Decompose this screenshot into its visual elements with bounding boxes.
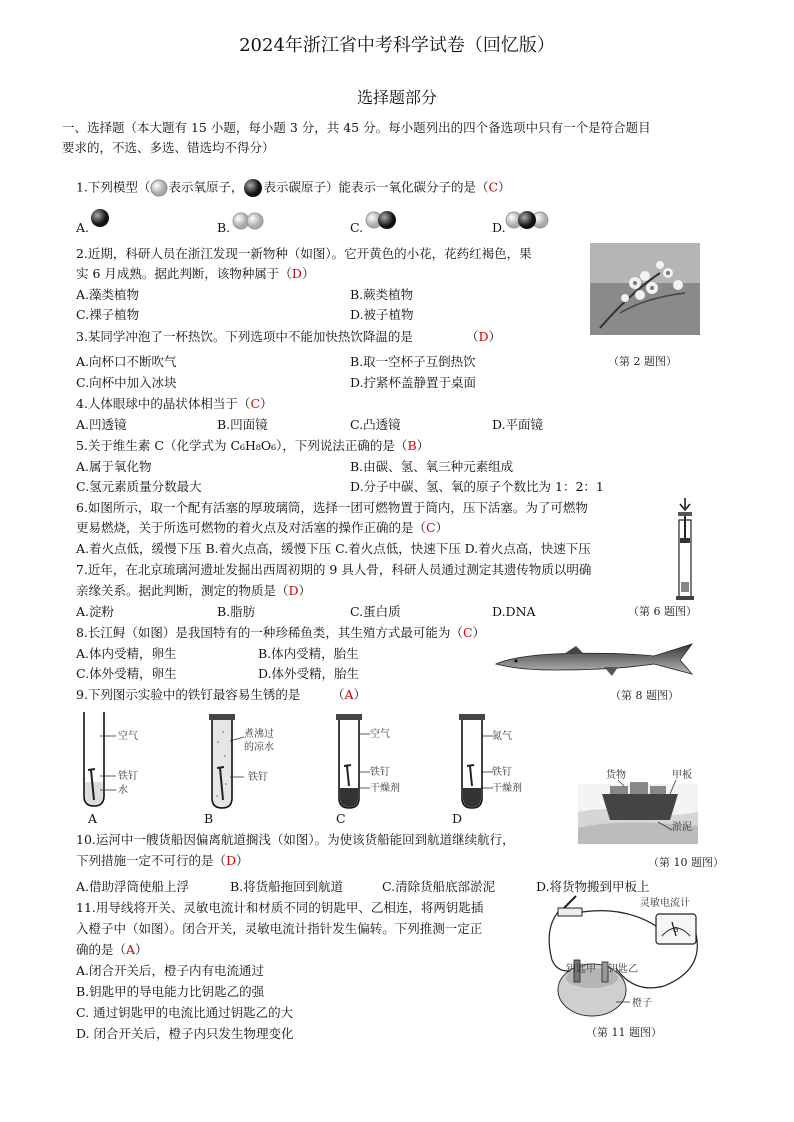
q8-option-c: C.体外受精，卵生 — [76, 666, 177, 681]
q4-option-b: B.凹面镜 — [217, 417, 268, 432]
q6-line-1: 6.如图所示，取一个配有活塞的厚玻璃筒，选择一团可燃物置于筒内，压下活塞。为了可燃物 — [76, 500, 588, 515]
q5-option-d: D.分子中碳、氢、氧的原子个数比为 1：2：1 — [350, 479, 604, 494]
q3-option-b: B.取一空杯子互倒热饮 — [350, 354, 476, 369]
q10-close: ） — [236, 853, 249, 868]
q8-text: 8.长江鲟（如图）是我国特有的一种珍稀鱼类，其生殖方式最可能为（ — [76, 625, 463, 640]
tube-b-label-nail: 铁钉 — [248, 772, 268, 783]
model-b-icon — [231, 210, 271, 234]
q3-line-1 — [76, 329, 413, 345]
q10-option-b: B.将货船拖回到航道 — [230, 879, 344, 894]
q2-answer: D — [291, 266, 302, 281]
q5-answer: B — [407, 438, 417, 453]
carbon-atom-icon — [243, 178, 263, 198]
tube-d-label: D — [452, 811, 463, 826]
q2-option-d: D.被子植物 — [350, 307, 414, 322]
tube-c-label: C — [336, 811, 346, 826]
tube-a-leaders — [100, 730, 120, 792]
q8-option-b: B.体内受精，胎生 — [258, 646, 359, 661]
tube-a-label-air: 空气 — [118, 731, 138, 742]
q4-option-c: C.凸透镜 — [350, 417, 401, 432]
q2-line-2 — [76, 266, 314, 282]
q10-line-2 — [76, 853, 249, 869]
q10-label-mud: 淤泥 — [672, 822, 692, 833]
q3-text: 3.某同学冲泡了一杯热饮。下列选项中不能加快热饮降温的是 — [76, 329, 413, 344]
q11-label-key-b: 钥匙乙 — [608, 964, 638, 975]
q5-text: 5.关于维生素 C（化学式为 C₆H₈O₆），下列说法正确的是（ — [76, 438, 408, 453]
instruction-line-2: 要求的，不选、多选、错选均不得分） — [62, 140, 275, 155]
q10-option-d: D.将货物搬到甲板上 — [536, 879, 650, 894]
q9-open: （ — [332, 687, 345, 702]
q1-text-1: 1.下列模型（ — [76, 179, 151, 195]
flower-photo — [590, 243, 700, 335]
q3-option-d: D.拧紧杯盖静置于桌面 — [350, 375, 477, 390]
q1-option-b: B. — [217, 220, 231, 235]
q10-caption: （第 10 题图） — [648, 856, 724, 869]
q10-label-cargo: 货物 — [606, 770, 626, 781]
q3-close: ） — [488, 329, 502, 344]
svg-text:G: G — [673, 926, 679, 934]
tube-b-label: B — [204, 811, 214, 826]
q10-option-a: A.借助浮筒使船上浮 — [76, 879, 190, 894]
q6-text-2: 更易燃烧，关于所选可燃物的着火点及对活塞的操作正确的是（ — [76, 520, 427, 535]
model-a-icon — [90, 206, 114, 230]
q1-text-2: 表示氧原子， — [168, 179, 244, 195]
oxygen-atom-icon — [150, 179, 168, 197]
q1-close: ） — [498, 179, 511, 195]
q2-close: ） — [301, 266, 315, 281]
q7-option-a: A.淀粉 — [76, 604, 115, 619]
q8-close: ） — [472, 625, 486, 640]
q11-line-1: 11.用导线将开关、灵敏电流计和材质不同的钥匙甲、乙相连，将两钥匙插 — [76, 900, 484, 915]
q3-open: （ — [466, 329, 479, 344]
q3-option-a: A.向杯口不断吹气 — [76, 354, 177, 369]
q3-answer-group — [466, 329, 501, 345]
q4-close: ） — [260, 396, 273, 411]
q11-answer: A — [126, 942, 136, 957]
q6-close: ） — [435, 520, 449, 535]
q4-option-a: A.凹透镜 — [76, 417, 127, 432]
q2-caption: （第 2 题图） — [608, 355, 677, 368]
tube-a-label-nail: 铁钉 — [118, 771, 138, 782]
q10-text-2: 下列措施一定不可行的是（ — [76, 853, 227, 868]
tube-a-label: A — [88, 811, 98, 826]
q10-option-c: C.清除货船底部淤泥 — [382, 879, 496, 894]
q5-option-c: C.氢元素质量分数最大 — [76, 479, 202, 494]
q6-caption: （第 6 题图） — [628, 605, 697, 618]
q9-close: ） — [353, 687, 367, 702]
q8-caption: （第 8 题图） — [610, 689, 679, 702]
q6-line-2 — [76, 520, 448, 536]
model-d-icon — [504, 208, 554, 232]
q4-answer: C — [250, 396, 261, 411]
q11-option-d: D. 闭合开关后，橙子内只发生物理变化 — [76, 1026, 294, 1041]
tube-c-label-air: 空气 — [370, 729, 390, 740]
q3-option-c: C.向杯中加入冰块 — [76, 375, 177, 390]
tube-d-label-nitrogen: 氮气 — [492, 731, 512, 742]
model-c-icon — [364, 208, 404, 232]
q2-line-1: 2.近期，科研人员在浙江发现一新物种（如图）。它开黄色的小花，花药红褐色，果 — [76, 246, 532, 261]
q2-option-c: C.裸子植物 — [76, 307, 140, 322]
q5-close: ） — [416, 438, 430, 453]
q3-answer: D — [478, 329, 489, 344]
q11-line-3 — [76, 942, 148, 958]
q7-line-1: 7.近年，在北京琉璃河遗址发掘出西周初期的 9 具人骨，科研人员通过测定其遗传物质以明确 — [76, 562, 592, 577]
tube-c-label-desiccant: 干燥剂 — [370, 783, 400, 794]
q1-stem — [76, 178, 511, 198]
q7-option-c: C.蛋白质 — [350, 604, 401, 619]
section-title: 选择题部分 — [356, 88, 437, 107]
sturgeon-figure — [494, 640, 694, 678]
q1-option-a: A. — [76, 220, 90, 235]
q8-answer: C — [462, 625, 473, 640]
q4-option-d: D.平面镜 — [492, 417, 544, 432]
q11-option-a: A.闭合开关后，橙子内有电流通过 — [76, 963, 265, 978]
instruction-line-1: 一、选择题（本大题有 15 小题，每小题 3 分，共 45 分。每小题列出的四个备选项中只有一个是符合题目 — [62, 120, 651, 135]
q10-label-deck: 甲板 — [672, 770, 692, 781]
q9-line-1 — [76, 687, 300, 703]
tube-b-label-water-1: 煮沸过 — [244, 729, 274, 740]
q11-caption: （第 11 题图） — [586, 1026, 662, 1039]
q7-text-2: 亲缘关系。据此判断，测定的物质是（ — [76, 583, 289, 598]
q11-option-c: C. 通过钥匙甲的电流比通过钥匙乙的大 — [76, 1005, 294, 1020]
q11-label-galvanometer: 灵敏电流计 — [640, 898, 690, 909]
q5-line-1 — [76, 438, 429, 454]
q11-line-2: 入橙子中（如图）。闭合开关，灵敏电流计指针发生偏转。下列推测一定正 — [76, 921, 483, 936]
tube-b-label-water-2: 的凉水 — [244, 742, 274, 753]
tube-a-label-water: 水 — [118, 785, 128, 796]
tube-c-label-nail: 铁钉 — [370, 767, 390, 778]
q6-options: A.着火点低，缓慢下压 B.着火点高，缓慢下压 C.着火点低，快速下压 D.着火点高，快速下压 — [76, 541, 591, 556]
q2-option-a: A.藻类植物 — [76, 287, 140, 302]
q7-answer: D — [288, 583, 299, 598]
q7-close: ） — [298, 583, 312, 598]
q5-option-b: B.由碳、氢、氧三种元素组成 — [350, 459, 514, 474]
q10-answer: D — [226, 853, 237, 868]
q7-line-2 — [76, 583, 311, 599]
q10-line-1: 10.运河中一艘货船因偏离航道搁浅（如图）。为使该货船能回到航道继续航行， — [76, 832, 515, 847]
q8-option-a: A.体内受精，卵生 — [76, 646, 177, 661]
tube-d-label-desiccant: 干燥剂 — [492, 783, 522, 794]
q1-text-3: 表示碳原子）能表示一氧化碳分子的是（ — [263, 179, 489, 195]
q11-close: ） — [135, 942, 148, 957]
q11-label-orange: 橙子 — [632, 998, 652, 1009]
piston-tube-figure — [672, 498, 698, 602]
tube-d-label-nail: 铁钉 — [492, 767, 512, 778]
q9-answer-group — [332, 687, 366, 703]
q7-option-b: B.脂肪 — [217, 604, 256, 619]
q4-text: 4.人体眼球中的晶状体相当于（ — [76, 396, 251, 411]
q6-answer: C — [426, 520, 436, 535]
q1-option-c: C. — [350, 220, 364, 235]
page-title: 2024年浙江省中考科学试卷（回忆版） — [239, 35, 555, 56]
q1-option-d: D. — [492, 220, 506, 235]
q11-text-3: 确的是（ — [76, 942, 127, 957]
q7-option-d: D.DNA — [492, 604, 536, 619]
q11-label-key-a: 钥匙甲 — [566, 964, 596, 975]
q8-option-d: D.体外受精，胎生 — [258, 666, 360, 681]
q11-option-b: B.钥匙甲的导电能力比钥匙乙的强 — [76, 984, 265, 999]
q9-answer: A — [344, 687, 354, 702]
q4-line-1 — [76, 396, 273, 412]
q2-option-b: B.蕨类植物 — [350, 287, 414, 302]
q1-answer: C — [488, 179, 499, 195]
q8-line-1 — [76, 625, 485, 641]
q2-line-2-text: 实 6 月成熟。据此判断，该物种属于（ — [76, 266, 292, 281]
q9-text: 9.下列图示实验中的铁钉最容易生锈的是 — [76, 687, 301, 702]
q5-option-a: A.属于氧化物 — [76, 459, 152, 474]
